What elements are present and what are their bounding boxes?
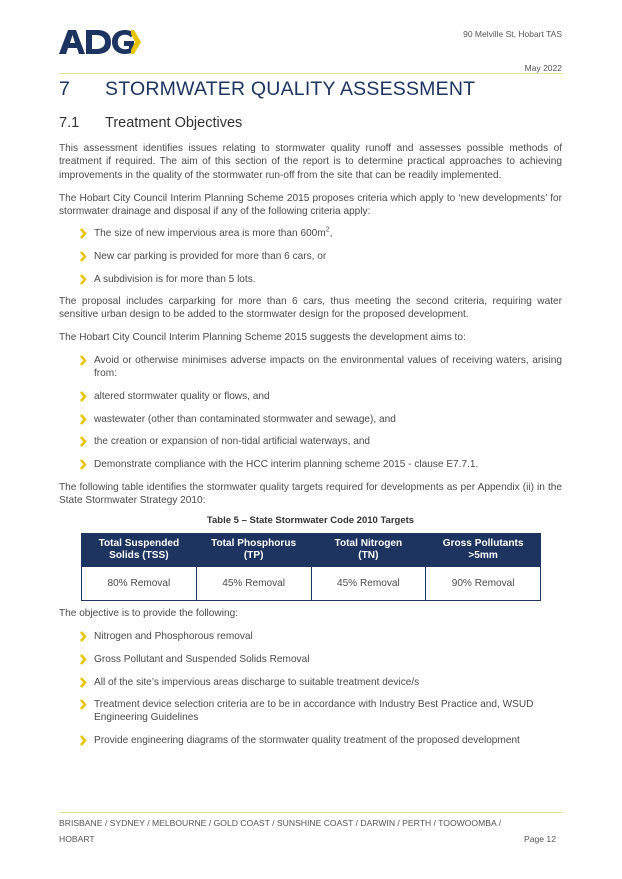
table-cell: 90% Removal bbox=[426, 567, 541, 601]
list-item-text: A subdivision is for more than 5 lots. bbox=[94, 274, 256, 285]
list-item-text: Demonstrate compliance with the HCC interim planning scheme 2015 - clause E7.7.1. bbox=[94, 459, 479, 470]
section-number: 7 bbox=[59, 78, 71, 100]
list-item-text: altered stormwater quality or flows, and bbox=[94, 391, 270, 402]
table-cell: 80% Removal bbox=[82, 567, 197, 601]
list-item bbox=[94, 354, 562, 381]
table-cell: 45% Removal bbox=[196, 567, 311, 601]
paragraph-proposal: The proposal includes carparking for more than 6 cars, thus meeting the second criteria, requiring water sensitive urban design to be added to the stormwater design for the proposed development. bbox=[59, 296, 562, 321]
list-item bbox=[94, 458, 562, 471]
chevron-bullet-icon bbox=[79, 354, 89, 367]
list-item bbox=[94, 250, 562, 263]
list-item bbox=[94, 227, 562, 240]
list-item-text: All of the site’s impervious areas discharge to suitable treatment device/s bbox=[94, 677, 420, 688]
table-header-row bbox=[82, 534, 541, 567]
list-item-text: wastewater (other than contaminated stormwater and sewage), and bbox=[94, 414, 396, 425]
list-item-text: Treatment device selection criteria are to be in accordance with Industry Best Practice and, WSUD Engineering Guidelines bbox=[94, 699, 534, 724]
list-item bbox=[94, 653, 562, 666]
footer-offices-cont: HOBART bbox=[59, 834, 95, 844]
header-date: May 2022 bbox=[524, 63, 562, 73]
chevron-bullet-icon bbox=[79, 273, 89, 286]
superscript: 2 bbox=[325, 226, 330, 234]
subsection-title: Treatment Objectives bbox=[105, 115, 243, 131]
list-item-tail: , bbox=[329, 228, 333, 239]
table-row bbox=[82, 567, 541, 601]
table-header-cell: Gross Pollutants >5mm bbox=[426, 534, 541, 567]
chevron-bullet-icon bbox=[79, 734, 89, 747]
adg-logo bbox=[59, 28, 143, 56]
list-item-text: Gross Pollutant and Suspended Solids Removal bbox=[94, 654, 310, 665]
page-number: Page 12 bbox=[523, 834, 556, 844]
list-item bbox=[94, 273, 562, 286]
section-heading bbox=[59, 78, 475, 101]
header-address: 90 Melville St, Hobart TAS bbox=[463, 29, 562, 39]
list-item-text: Avoid or otherwise minimises adverse impacts on the environmental values of receiving waters, arising from: bbox=[94, 355, 562, 380]
list-item bbox=[94, 413, 562, 426]
chevron-bullet-icon bbox=[79, 458, 89, 471]
paragraph-intro: This assessment identifies issues relating to stormwater quality runoff and assesses possible methods of treatment if required. The aim of this section of the report is to determine practical approaches to achieving improvements in the quality of the stormwater run-off from the site that can be readily implemented. bbox=[59, 143, 562, 181]
list-item-text: the creation or expansion of non-tidal artificial waterways, and bbox=[94, 436, 371, 447]
chevron-bullet-icon bbox=[79, 413, 89, 426]
header-divider bbox=[59, 73, 563, 74]
list-item-text: The size of new impervious area is more than 600m bbox=[94, 228, 326, 239]
list-item bbox=[94, 734, 562, 747]
list-item bbox=[94, 698, 562, 725]
subsection-heading bbox=[59, 115, 242, 131]
table-cell: 45% Removal bbox=[311, 567, 426, 601]
table-caption: Table 5 – State Stormwater Code 2010 Targets bbox=[206, 515, 415, 526]
chevron-bullet-icon bbox=[79, 435, 89, 448]
paragraph-aims: The Hobart City Council Interim Planning Scheme 2015 suggests the development aims to: bbox=[59, 332, 466, 343]
targets-table bbox=[81, 533, 541, 601]
list-item-text: New car parking is provided for more than 6 cars, or bbox=[94, 251, 327, 262]
list-item-text: Provide engineering diagrams of the stormwater quality treatment of the proposed development bbox=[94, 735, 520, 746]
paragraph-criteria: The Hobart City Council Interim Planning Scheme 2015 proposes criteria which apply to ‘new developments’ for stormwater drainage and disposal if any of the following criteria apply: bbox=[59, 193, 562, 218]
table-header-cell: Total Suspended Solids (TSS) bbox=[82, 534, 197, 567]
list-item bbox=[94, 390, 562, 403]
list-item bbox=[94, 676, 562, 689]
chevron-bullet-icon bbox=[79, 390, 89, 403]
table-header-cell: Total Nitrogen (TN) bbox=[311, 534, 426, 567]
list-item bbox=[94, 630, 562, 643]
footer-divider bbox=[59, 812, 563, 813]
section-title: STORMWATER QUALITY ASSESSMENT bbox=[105, 78, 476, 100]
chevron-bullet-icon bbox=[79, 630, 89, 643]
chevron-bullet-icon bbox=[79, 698, 89, 711]
table-header-cell: Total Phosphorus (TP) bbox=[196, 534, 311, 567]
paragraph-table-intro: The following table identifies the stormwater quality targets required for developments as per Appendix (ii) in the State Stormwater Strategy 2010: bbox=[59, 482, 562, 507]
chevron-bullet-icon bbox=[79, 250, 89, 263]
footer-offices: BRISBANE / SYDNEY / MELBOURNE / GOLD COAST / SUNSHINE COAST / DARWIN / PERTH / TOOWOOMBA / bbox=[59, 818, 502, 828]
list-item bbox=[94, 435, 562, 448]
list-item-text: Nitrogen and Phosphorous removal bbox=[94, 631, 253, 642]
chevron-bullet-icon bbox=[79, 676, 89, 689]
subsection-number: 7.1 bbox=[59, 115, 80, 131]
chevron-bullet-icon bbox=[79, 653, 89, 666]
paragraph-objective: The objective is to provide the following: bbox=[59, 608, 238, 619]
chevron-bullet-icon bbox=[79, 227, 89, 240]
